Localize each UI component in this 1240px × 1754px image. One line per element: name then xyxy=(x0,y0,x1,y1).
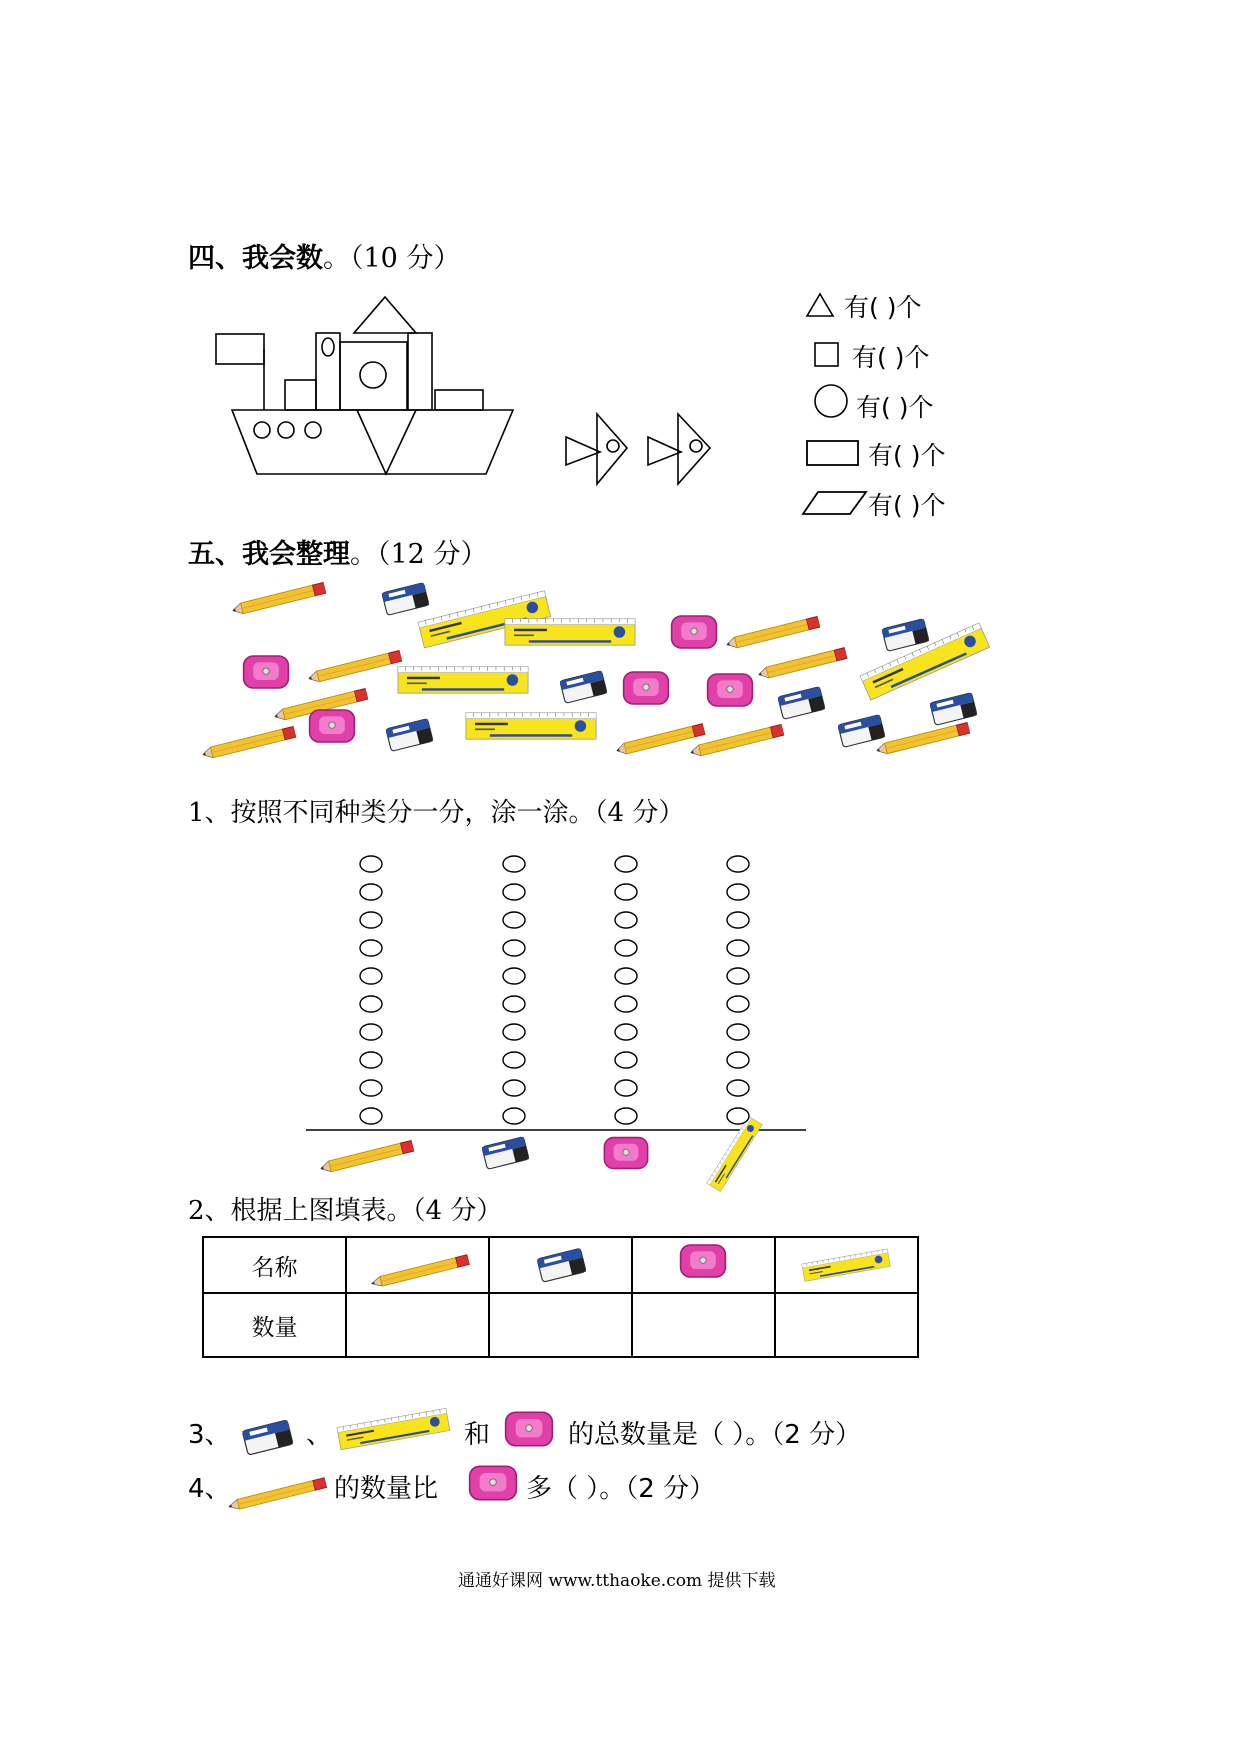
eraser-icon xyxy=(482,1137,529,1170)
bubble[interactable] xyxy=(615,1024,637,1040)
bubble[interactable] xyxy=(360,996,382,1012)
pencil-icon xyxy=(319,1140,414,1174)
bubble[interactable] xyxy=(727,856,749,872)
bubble[interactable] xyxy=(360,912,382,928)
pencil-icon xyxy=(363,1240,473,1284)
bubble[interactable] xyxy=(615,996,637,1012)
table-cell-eraser xyxy=(489,1237,632,1293)
bubble[interactable] xyxy=(727,1024,749,1040)
bubble[interactable] xyxy=(503,912,525,928)
bubble[interactable] xyxy=(727,996,749,1012)
ruler-icon xyxy=(707,1116,762,1191)
bubble[interactable] xyxy=(727,940,749,956)
question-4: 4、 的数量比 多（ ）。（2 分） xyxy=(188,1458,1088,1508)
count-table xyxy=(202,1236,919,1358)
bubble[interactable] xyxy=(360,1080,382,1096)
ruler-icon xyxy=(334,1404,454,1452)
bubble[interactable] xyxy=(615,884,637,900)
bubble[interactable] xyxy=(615,912,637,928)
bubble[interactable] xyxy=(615,968,637,984)
bubble[interactable] xyxy=(360,1108,382,1124)
question-1: 1、按照不同种类分一分，涂一涂。（4 分） xyxy=(188,798,685,828)
eraser-icon xyxy=(238,1412,298,1452)
bubble[interactable] xyxy=(727,1052,749,1068)
bubble[interactable] xyxy=(360,884,382,900)
bubble[interactable] xyxy=(503,940,525,956)
table-input-ruler[interactable] xyxy=(775,1293,918,1357)
bubble[interactable] xyxy=(360,968,382,984)
sharpener-icon xyxy=(502,1408,556,1452)
bubble[interactable] xyxy=(503,1052,525,1068)
table-cell-sharpener xyxy=(632,1237,775,1293)
table-input-sharpener[interactable] xyxy=(632,1293,775,1357)
bubble[interactable] xyxy=(727,968,749,984)
bubble[interactable] xyxy=(503,1080,525,1096)
bubble[interactable] xyxy=(615,1052,637,1068)
table-label-quantity: 数量 xyxy=(203,1293,346,1357)
bubble[interactable] xyxy=(360,1052,382,1068)
bubble[interactable] xyxy=(727,884,749,900)
table-label-name: 名称 xyxy=(203,1237,346,1293)
bubble[interactable] xyxy=(615,1108,637,1124)
table-input-eraser[interactable] xyxy=(489,1293,632,1357)
ruler-icon xyxy=(797,1241,897,1283)
sharpener-icon xyxy=(466,1462,520,1506)
table-input-pencil[interactable] xyxy=(346,1293,489,1357)
section5-title: 五、我会整理。（12 分） xyxy=(188,539,488,570)
table-cell-ruler xyxy=(775,1237,918,1293)
footer-text: 通通好课网 www.tthaoke.com 提供下载 xyxy=(458,1571,776,1591)
bubble[interactable] xyxy=(503,968,525,984)
bubble[interactable] xyxy=(503,884,525,900)
bubble[interactable] xyxy=(615,940,637,956)
bubble[interactable] xyxy=(727,1108,749,1124)
bubble[interactable] xyxy=(360,1024,382,1040)
bubble[interactable] xyxy=(360,940,382,956)
bubble[interactable] xyxy=(615,856,637,872)
bubble[interactable] xyxy=(727,912,749,928)
bubble[interactable] xyxy=(503,1108,525,1124)
question-2: 2、根据上图填表。（4 分） xyxy=(188,1196,503,1226)
bubble[interactable] xyxy=(360,856,382,872)
bubble[interactable] xyxy=(615,1080,637,1096)
bubble[interactable] xyxy=(503,856,525,872)
pencil-icon xyxy=(224,1462,334,1506)
question-3: 3、 、 和 的总数量是（ ）。（2 分） xyxy=(188,1404,1088,1454)
sharpener-icon xyxy=(604,1138,647,1169)
table-cell-pencil xyxy=(346,1237,489,1293)
section4-title: 四、我会数。（10 分） xyxy=(188,243,461,274)
bubble[interactable] xyxy=(503,1024,525,1040)
sharpener-icon xyxy=(677,1241,731,1283)
eraser-icon xyxy=(531,1242,591,1282)
bubble[interactable] xyxy=(503,996,525,1012)
bubble[interactable] xyxy=(727,1080,749,1096)
